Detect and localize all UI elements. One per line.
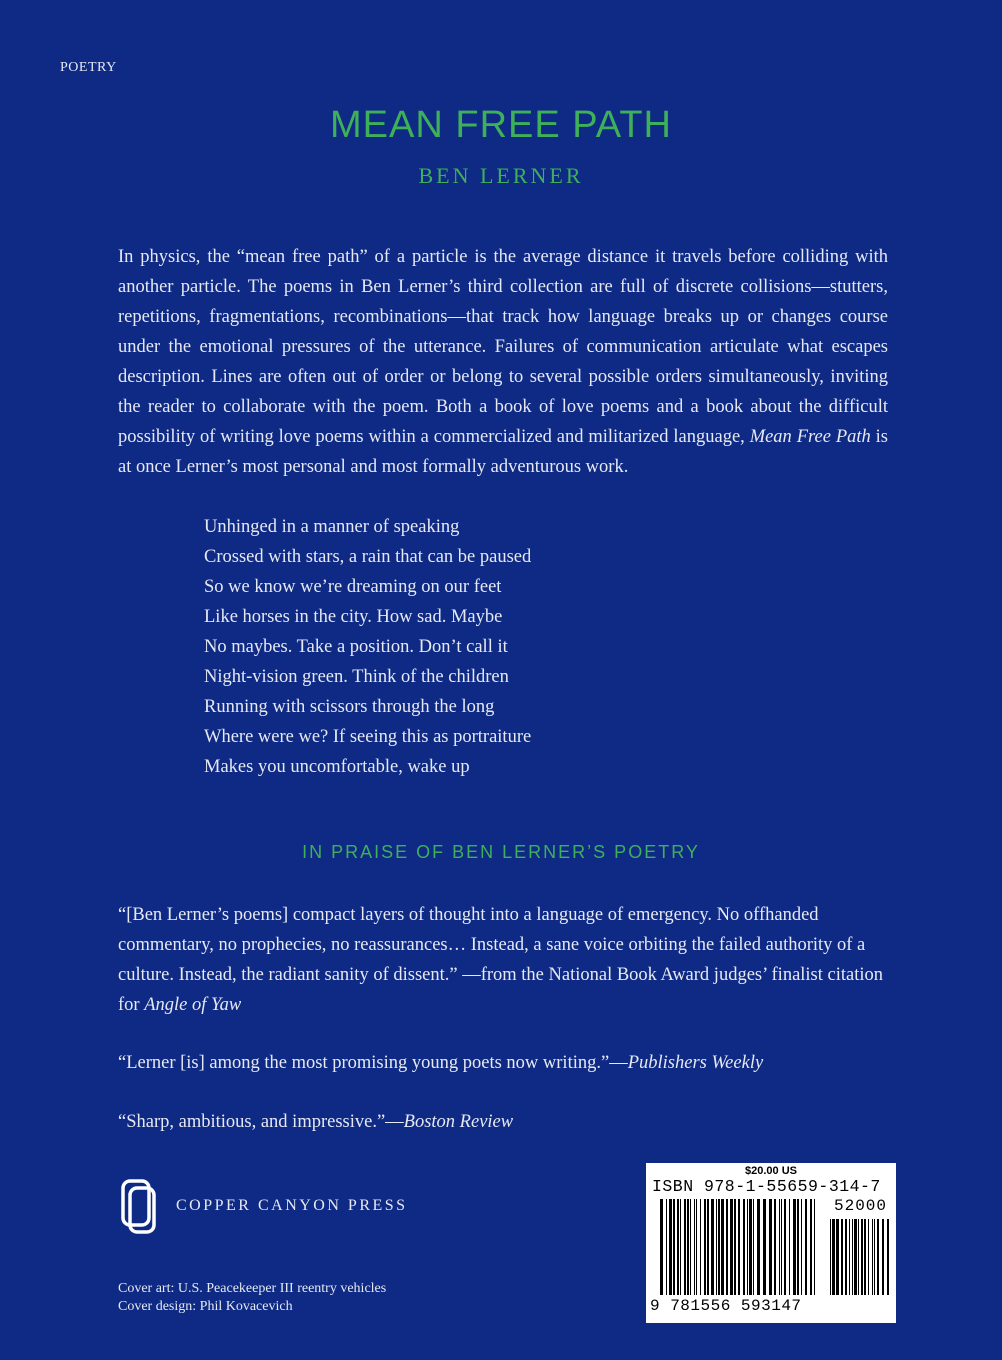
barcode-bar xyxy=(753,1199,754,1295)
barcode-bar xyxy=(690,1199,691,1295)
barcode-bar xyxy=(874,1219,875,1295)
price-label: $20.00 US xyxy=(745,1165,797,1177)
barcode-bar xyxy=(747,1199,748,1295)
barcode-bar xyxy=(814,1199,815,1295)
description-text-end: is at once Lerner’s most personal and most formally adventurous work. xyxy=(118,427,888,477)
barcode-bar xyxy=(805,1199,807,1295)
barcode-bar xyxy=(743,1199,745,1295)
quote-text: “Lerner [is] among the most promising young poets now writing.”— xyxy=(118,1053,628,1073)
barcode-bar xyxy=(872,1219,873,1295)
praise-quote-boston-review xyxy=(118,1107,894,1137)
barcode-bar xyxy=(830,1219,831,1295)
barcode-bar xyxy=(858,1219,859,1295)
barcode-bar xyxy=(730,1199,733,1295)
barcode-bar xyxy=(738,1199,740,1295)
cover-design-credit: Cover design: Phil Kovacevich xyxy=(118,1299,293,1314)
barcode-bar xyxy=(861,1219,863,1295)
praise-quote-nba xyxy=(118,900,894,1020)
author-name: BEN LERNER xyxy=(418,163,584,188)
quote-source: Publishers Weekly xyxy=(627,1053,764,1073)
barcode-bar xyxy=(801,1199,802,1295)
poem-line: Like horses in the city. How sad. Maybe xyxy=(204,607,503,627)
barcode-bar xyxy=(711,1199,714,1295)
barcode-bar xyxy=(854,1219,857,1295)
barcode-bar xyxy=(721,1199,724,1295)
publisher-name: COPPER CANYON PRESS xyxy=(176,1197,408,1214)
barcode-bar xyxy=(841,1219,843,1295)
publisher-block xyxy=(120,1176,408,1236)
barcode-bar xyxy=(673,1199,675,1295)
poem-line: Night-vision green. Think of the children xyxy=(204,667,509,687)
barcode-bar xyxy=(726,1199,728,1295)
cover-art-credit: Cover art: U.S. Peacekeeper III reentry vehicles xyxy=(118,1281,387,1296)
barcode-bar xyxy=(836,1219,839,1295)
barcode-bar xyxy=(669,1199,672,1295)
quote-source: Angle of Yaw xyxy=(144,995,242,1015)
praise-heading: IN PRAISE OF BEN LERNER’S POETRY xyxy=(302,842,700,862)
barcode-bar xyxy=(774,1199,776,1295)
book-description xyxy=(118,242,888,482)
copper-canyon-logo-icon xyxy=(120,1176,158,1236)
barcode-bar xyxy=(781,1199,782,1295)
barcode-label xyxy=(646,1163,896,1323)
barcode-bar xyxy=(718,1199,720,1295)
barcode-bar xyxy=(849,1219,850,1295)
barcode-bar xyxy=(769,1199,772,1295)
barcode-bar xyxy=(687,1199,689,1295)
book-title: MEAN FREE PATH xyxy=(330,104,672,146)
barcode-bar xyxy=(810,1199,812,1295)
barcode-bar xyxy=(749,1199,752,1295)
price-addon-code: 52000 xyxy=(834,1197,888,1215)
poem-line: Unhinged in a manner of speaking xyxy=(204,517,460,537)
barcode-bar xyxy=(779,1199,780,1295)
barcode-bar xyxy=(704,1199,706,1295)
addon-barcode-bars xyxy=(830,1219,889,1295)
barcode-bar xyxy=(694,1199,695,1295)
barcode-bar xyxy=(700,1199,701,1295)
barcode-bar xyxy=(868,1219,869,1295)
cover-credits xyxy=(118,1280,386,1316)
description-text: In physics, the “mean free path” of a particle is the average distance it travels before colliding with another particle. The poems in Ben Lerner’s third collection are full of discrete collisions—stutters, repetitions, fragmentations, recombinations—that track how language breaks up or changes course under the emotional pressures of the utterance. Failures of communication articulate what escapes description. Lines are often out of order or belong to several possible orders simultaneously, inviting the reader to collaborate with the poem. Both a book of love poems and a book about the difficult possibility of writing love poems within a commercialized and militarized language, xyxy=(118,247,888,447)
isbn-number: ISBN 978-1-55659-314-7 xyxy=(652,1177,881,1196)
barcode-bar xyxy=(677,1199,679,1295)
praise-quote-publishers-weekly xyxy=(118,1048,894,1078)
poem-line: Makes you uncomfortable, wake up xyxy=(204,757,470,777)
genre-label: POETRY xyxy=(60,60,117,75)
barcode-bar xyxy=(887,1219,889,1295)
barcode-bar xyxy=(784,1199,786,1295)
description-title-italic: Mean Free Path xyxy=(749,427,871,447)
poem-line: Running with scissors through the long xyxy=(204,697,495,717)
poem-line: Where were we? If seeing this as portraiture xyxy=(204,727,532,747)
barcode-bar xyxy=(882,1219,884,1295)
barcode-bar xyxy=(793,1199,796,1295)
barcode-bar xyxy=(789,1199,790,1295)
barcode-bar xyxy=(757,1199,760,1295)
barcode-bar xyxy=(716,1199,717,1295)
barcode-bar xyxy=(660,1199,663,1295)
barcode-bar xyxy=(680,1199,681,1295)
barcode-bar xyxy=(864,1219,866,1295)
poem-line: So we know we’re dreaming on our feet xyxy=(204,577,502,597)
poem-line: No maybes. Take a position. Don’t call it xyxy=(204,637,508,657)
barcode-bar xyxy=(734,1199,736,1295)
barcode-bar xyxy=(684,1199,686,1295)
barcode-bar xyxy=(797,1199,799,1295)
quote-text: “[Ben Lerner’s poems] compact layers of thought into a language of emergency. No offhanded commentary, no prophecies, no reassurances… Instead, a sane voice orbiting the failed authority of a culture. Instead, the radiant sanity of dissent.” —from the National Book Award judges’ finalist citation for xyxy=(118,905,884,1015)
poem-excerpt xyxy=(204,512,531,782)
main-barcode-bars xyxy=(660,1199,815,1295)
barcode-bar xyxy=(707,1199,709,1295)
quote-text: “Sharp, ambitious, and impressive.”— xyxy=(118,1112,404,1132)
description-paragraph xyxy=(118,242,888,482)
quote-source: Boston Review xyxy=(403,1112,514,1132)
barcode-bar xyxy=(832,1219,835,1295)
ean-digits: 9 781556 593147 xyxy=(650,1297,802,1315)
barcode-bar xyxy=(845,1219,847,1295)
barcode-bar xyxy=(666,1199,667,1295)
barcode-bar xyxy=(696,1199,697,1295)
barcode-bar xyxy=(852,1219,853,1295)
barcode-bar xyxy=(763,1199,766,1295)
poem-line: Crossed with stars, a rain that can be paused xyxy=(204,547,532,567)
barcode-bar xyxy=(877,1219,879,1295)
